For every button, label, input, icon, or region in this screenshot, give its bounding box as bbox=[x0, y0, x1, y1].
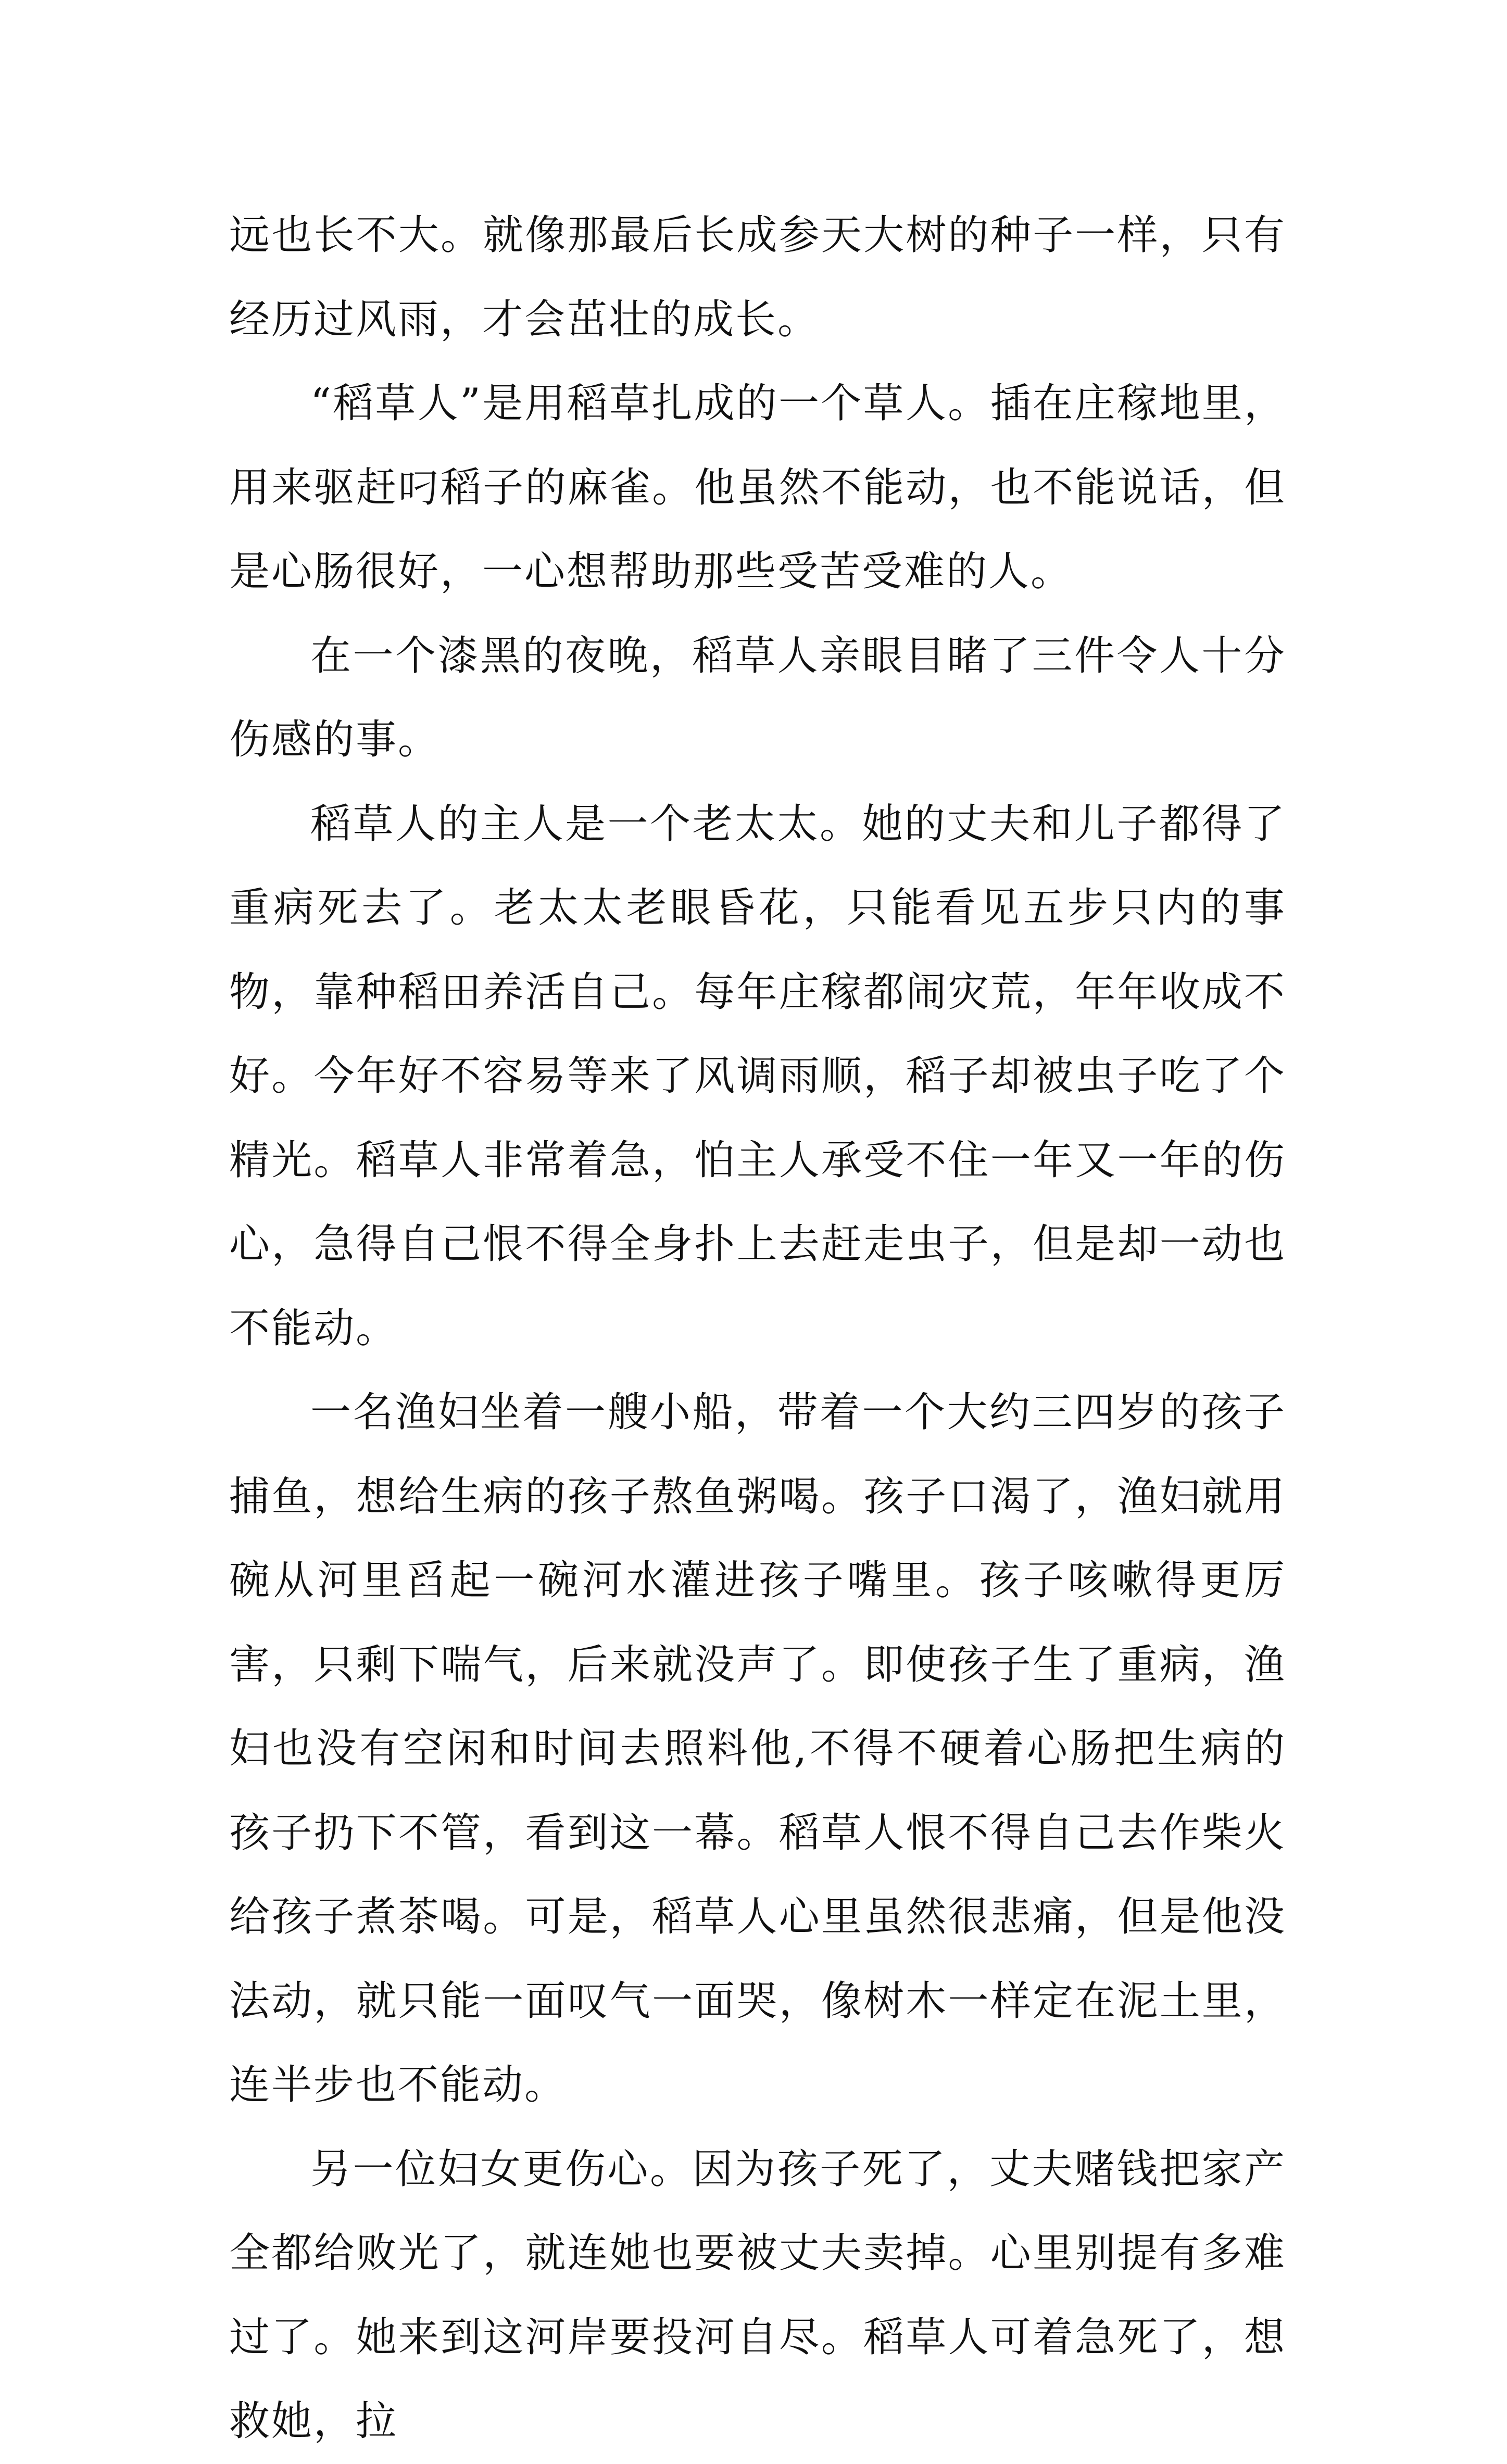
paragraph-continuation: 远也长不大。就像那最后长成参天大树的种子一样，只有经历过风雨，才会茁壮的成长。 bbox=[229, 212, 1286, 343]
paragraph-scarecrow-intro: “稻草人”是用稻草扎成的一个草人。插在庄稼地里，用来驱赶叼稻子的麻雀。他虽然不能动，也不能说话，但是心肠很好，一心想帮助那些受苦受难的人。 bbox=[229, 380, 1286, 595]
article-body bbox=[229, 194, 1286, 2464]
paragraph-dark-night: 在一个漆黑的夜晚，稻草人亲眼目睹了三件令人十分伤感的事。 bbox=[229, 632, 1286, 763]
paragraph-old-woman: 稻草人的主人是一个老太太。她的丈夫和儿子都得了重病死去了。老太太老眼昏花，只能看见五步只内的事物，靠种稻田养活自己。每年庄稼都闹灾荒，年年收成不好。今年好不容易等来了风调雨顺，稻子却被虫子吃了个精光。稻草人非常着急，怕主人承受不住一年又一年的伤心，急得自己恨不得全身扑上去赶走虫子，但是却一动也不能动。 bbox=[229, 800, 1286, 1352]
paragraph-another-woman: 另一位妇女更伤心。因为孩子死了，丈夫赌钱把家产全都给败光了，就连她也要被丈夫卖掉。心里别提有多难过了。她来到这河岸要投河自尽。稻草人可着急死了，想救她，拉 bbox=[229, 2145, 1286, 2445]
paragraph-fisherwoman: 一名渔妇坐着一艘小船，带着一个大约三四岁的孩子捕鱼，想给生病的孩子熬鱼粥喝。孩子口渴了，渔妇就用碗从河里舀起一碗河水灌进孩子嘴里。孩子咳嗽得更厉害，只剩下喘气，后来就没声了。即使孩子生了重病，渔妇也没有空闲和时间去照料他,不得不硬着心肠把生病的孩子扔下不管，看到这一幕。稻草人恨不得自己去作柴火给孩子煮茶喝。可是，稻草人心里虽然很悲痛，但是他没法动，就只能一面叹气一面哭，像树木一样定在泥土里，连半步也不能动。 bbox=[229, 1389, 1286, 2108]
